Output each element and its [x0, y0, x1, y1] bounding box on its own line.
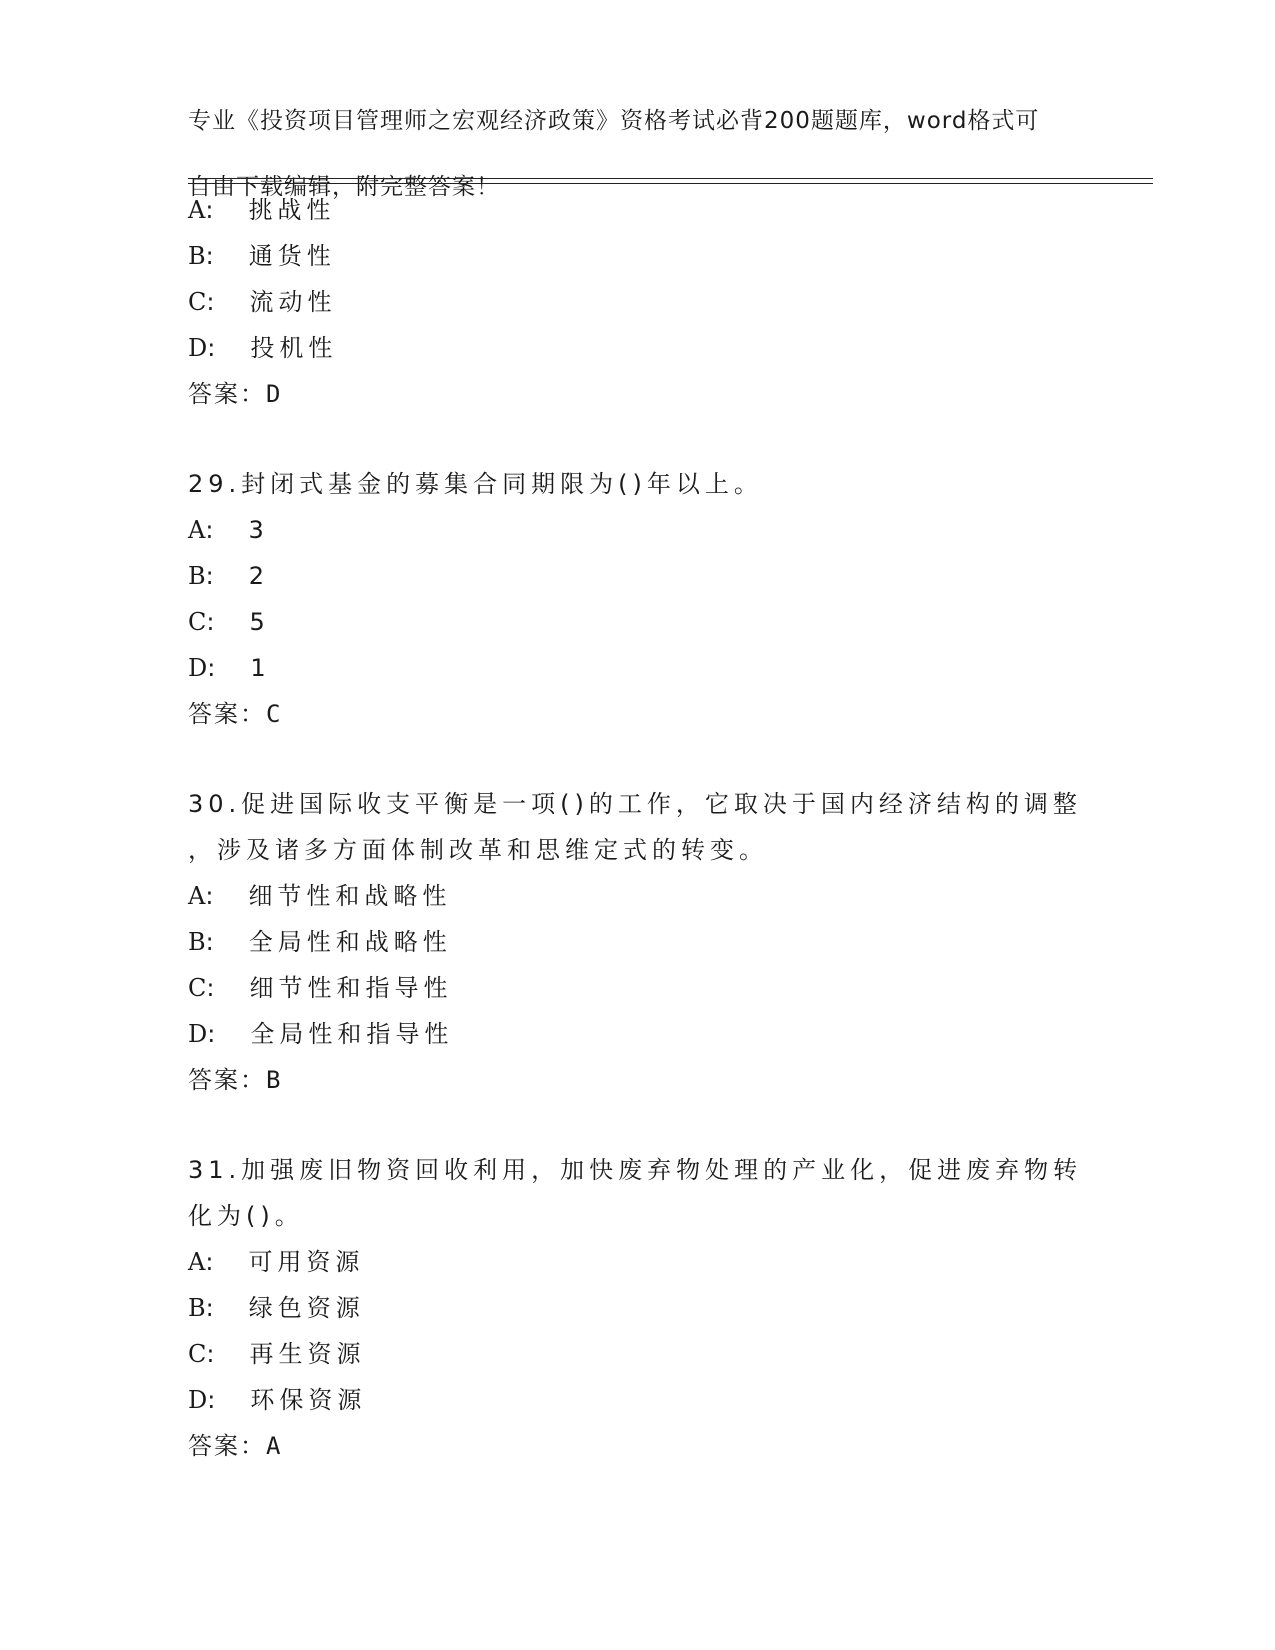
header-line-1: 专业《投资项目管理师之宏观经济政策》资格考试必背200题题库，word格式可	[188, 108, 1040, 134]
option-text: 通货性	[248, 242, 336, 270]
option-d: D: 环保资源	[188, 1386, 367, 1414]
option-text: 5	[249, 608, 270, 636]
option-text: 2	[248, 562, 270, 590]
answer-line	[188, 1423, 1088, 1469]
answer-label: 答案：	[188, 1066, 266, 1094]
question-29	[188, 461, 1088, 737]
option-text: 挑战性	[248, 196, 336, 224]
option-text: 3	[248, 516, 269, 544]
question-stem-line-2: 化为()。	[188, 1202, 304, 1230]
question-list	[188, 187, 1088, 1469]
question-28	[188, 187, 1088, 417]
option-text: 环保资源	[250, 1386, 367, 1414]
answer-line	[188, 691, 1088, 737]
question-31	[188, 1147, 1088, 1469]
option-c: C: 5	[188, 608, 270, 636]
answer-value: A	[266, 1432, 283, 1460]
option-text: 再生资源	[249, 1340, 366, 1368]
header-divider-bottom	[188, 183, 1153, 184]
answer-value: D	[266, 380, 283, 408]
header-divider-top	[188, 178, 1153, 179]
option-text: 绿色资源	[248, 1294, 365, 1322]
option-c: C: 流动性	[188, 288, 337, 316]
answer-value: B	[266, 1066, 283, 1094]
option-text: 全局性和战略性	[248, 928, 452, 956]
option-a: A: 挑战性	[188, 196, 336, 224]
option-text: 1	[250, 654, 271, 682]
question-stem-line-2: ，涉及诸多方面体制改革和思维定式的转变。	[188, 836, 768, 864]
answer-line	[188, 371, 1088, 417]
option-text: 投机性	[250, 334, 338, 362]
option-text: 可用资源	[248, 1248, 365, 1276]
option-d: D: 1	[188, 654, 271, 682]
answer-label: 答案：	[188, 1432, 266, 1460]
question-stem-line-1: 30.促进国际收支平衡是一项()的工作，它取决于国内经济结构的调整	[188, 790, 1082, 818]
answer-value: C	[266, 700, 283, 728]
option-text: 细节性和指导性	[249, 974, 453, 1002]
option-text: 细节性和战略性	[248, 882, 452, 910]
answer-label: 答案：	[188, 700, 266, 728]
option-text: 全局性和指导性	[250, 1020, 454, 1048]
option-d: D: 投机性	[188, 334, 338, 362]
option-b: B: 全局性和战略性	[188, 928, 452, 956]
option-b: B: 2	[188, 562, 270, 590]
option-d: D: 全局性和指导性	[188, 1020, 454, 1048]
option-b: B: 绿色资源	[188, 1294, 365, 1322]
answer-line	[188, 1057, 1088, 1103]
question-stem: 29.封闭式基金的募集合同期限为()年以上。	[188, 470, 763, 498]
option-text: 流动性	[249, 288, 337, 316]
option-a: A: 可用资源	[188, 1248, 365, 1276]
header-line-2: 自由下载编辑，附完整答案！	[188, 174, 500, 200]
option-c: C: 再生资源	[188, 1340, 366, 1368]
answer-label: 答案：	[188, 380, 266, 408]
question-stem-line-1: 31.加强废旧物资回收利用，加快废弃物处理的产业化，促进废弃物转	[188, 1156, 1083, 1184]
option-c: C: 细节性和指导性	[188, 974, 453, 1002]
question-30	[188, 781, 1088, 1103]
option-a: A: 细节性和战略性	[188, 882, 452, 910]
option-b: B: 通货性	[188, 242, 336, 270]
option-a: A: 3	[188, 516, 269, 544]
